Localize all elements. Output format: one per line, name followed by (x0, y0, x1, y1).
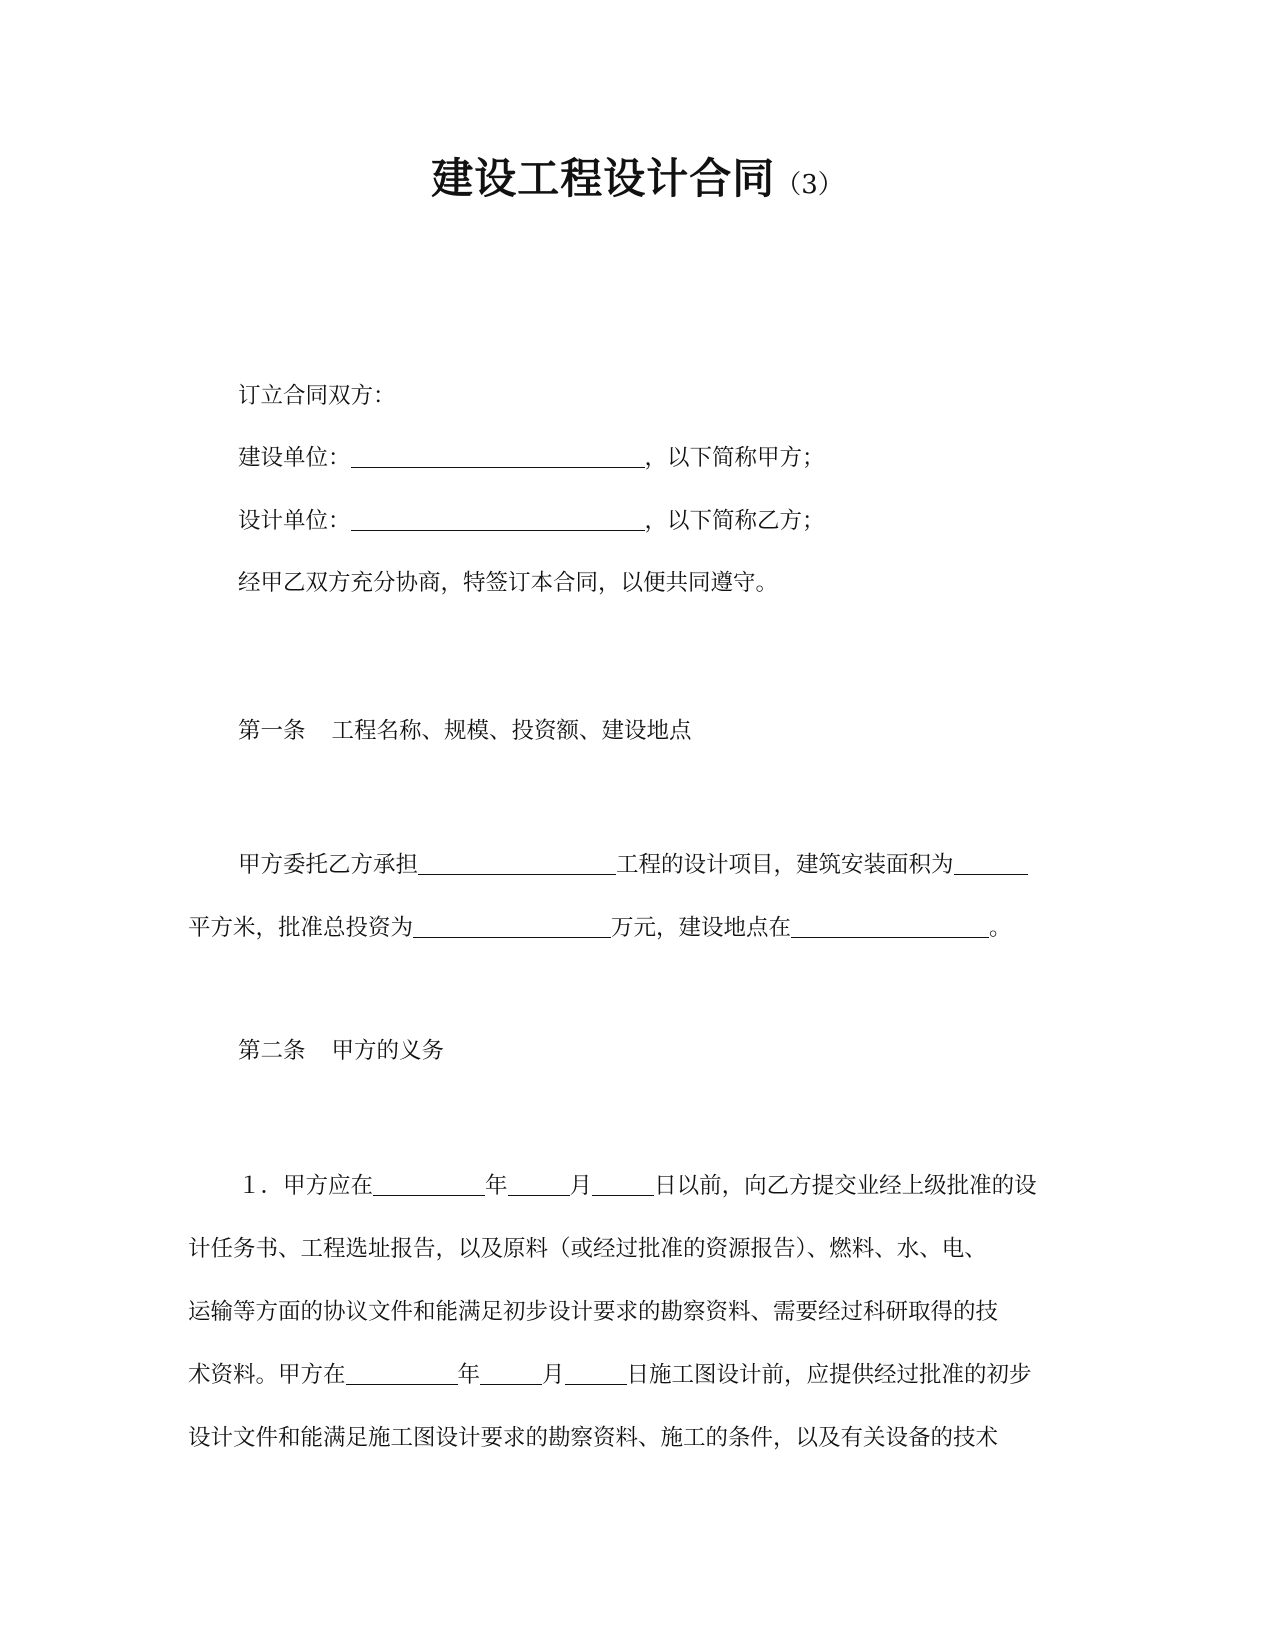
party-a-blank[interactable] (351, 445, 645, 468)
title-main: 建设工程设计合同 (431, 154, 776, 203)
project-name-blank[interactable] (418, 852, 616, 875)
party-a-label: 建设单位： (238, 445, 351, 471)
article2-p1-line1 (238, 1171, 1037, 1201)
party-b-label: 设计单位： (238, 508, 351, 534)
party-b-line (238, 506, 825, 536)
party-a-suffix: ，以下简称甲方； (644, 445, 825, 471)
party-a-line (238, 443, 825, 473)
p1-line2: 计任务书、工程选址报告，以及原料（或经过批准的资源报告）、燃料、水、电、 (188, 1236, 987, 1262)
location-blank[interactable] (791, 915, 989, 938)
p1-month-2: 月 (542, 1362, 565, 1388)
article1-line2-end: 。 (989, 915, 1012, 941)
article1-line1-part2: 工程的设计项目，建筑安装面积为 (616, 852, 954, 878)
p1-line1-b: 日以前，向乙方提交业经上级批准的设 (654, 1173, 1037, 1199)
article1-heading (238, 716, 692, 746)
title-suffix: （3） (775, 170, 844, 200)
article1-line1 (238, 850, 1028, 880)
article2-p1-line2 (188, 1234, 987, 1264)
article1-line2-part2: 万元，建设地点在 (611, 915, 792, 941)
p1-year-1: 年 (485, 1173, 508, 1199)
article2-number: 第二条 (238, 1038, 306, 1064)
month-blank-2[interactable] (480, 1362, 542, 1385)
p1-month-1: 月 (569, 1173, 593, 1199)
article2-title: 甲方的义务 (331, 1038, 445, 1064)
parties-heading (238, 381, 396, 411)
agreement-line (238, 568, 778, 598)
parties-heading-text: 订立合同双方： (238, 383, 396, 409)
day-blank-2[interactable] (565, 1362, 627, 1385)
party-b-suffix: ，以下简称乙方； (644, 508, 825, 534)
p1-line3: 运输等方面的协议文件和能满足初步设计要求的勘察资料、需要经过科研取得的技 (188, 1299, 999, 1325)
article2-p1-line4 (188, 1360, 1032, 1390)
p1-year-2: 年 (457, 1362, 481, 1388)
article2-p1-line3 (188, 1297, 998, 1327)
year-blank-2[interactable] (346, 1362, 458, 1385)
agreement-text: 经甲乙双方充分协商，特签订本合同，以便共同遵守。 (238, 570, 779, 596)
article2-heading (238, 1036, 444, 1066)
party-b-blank[interactable] (351, 508, 645, 531)
p1-line4-a: 术资料。甲方在 (188, 1362, 346, 1388)
p1-line5: 设计文件和能满足施工图设计要求的勘察资料、施工的条件，以及有关设备的技术 (188, 1425, 999, 1451)
year-blank-1[interactable] (373, 1173, 485, 1196)
p1-line4-b: 日施工图设计前，应提供经过批准的初步 (626, 1362, 1032, 1388)
article1-line2 (188, 913, 1012, 943)
month-blank-1[interactable] (508, 1173, 570, 1196)
article2-p1-line5 (188, 1423, 998, 1453)
article1-line1-part1: 甲方委托乙方承担 (238, 852, 419, 878)
document-title (0, 146, 1275, 206)
area-blank[interactable] (954, 852, 1028, 875)
article1-number: 第一条 (238, 718, 306, 744)
day-blank-1[interactable] (592, 1173, 654, 1196)
article1-title: 工程名称、规模、投资额、建设地点 (331, 718, 692, 744)
item-number: １． (238, 1173, 284, 1199)
p1-line1-a: 甲方应在 (283, 1173, 374, 1199)
investment-blank[interactable] (413, 915, 611, 938)
article1-line2-part1: 平方米，批准总投资为 (188, 915, 414, 941)
